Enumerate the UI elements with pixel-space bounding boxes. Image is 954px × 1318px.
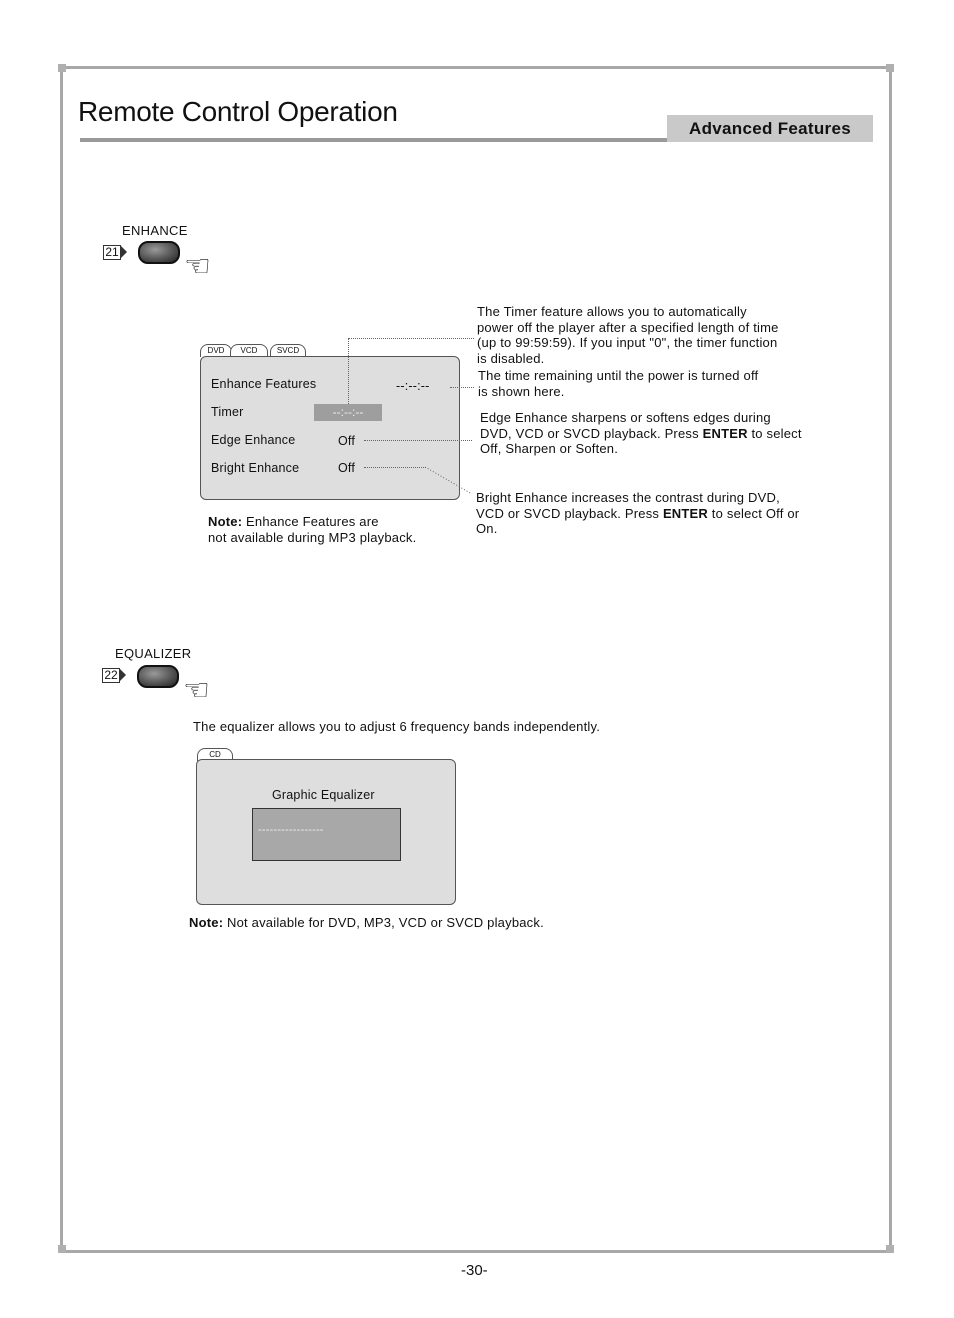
pressing-hand-icon: ☜ [184,250,211,283]
timer-callout-line: is disabled. [477,350,545,366]
frame-right [889,66,892,1253]
osd-time-display: --:--:-- [396,379,430,393]
osd-tab-dvd: DVD [200,344,232,357]
bright-callout [476,490,799,537]
timer-leader-line [348,338,349,404]
equalizer-description: The equalizer allows you to adjust 6 frequency bands independently. [193,719,601,734]
osd-row-bright-label: Bright Enhance [211,461,300,475]
equalizer-note-text: Not available for DVD, MP3, VCD or SVCD playback. [223,915,544,930]
osd-tab-cd: CD [197,748,233,761]
bright-callout-line2: VCD or SVCD playback. Press [476,505,663,521]
bright-callout-line2-end: to select Off or [708,505,800,521]
enhance-note-bold: Note: [208,514,243,529]
page-number: -30- [461,1262,488,1279]
pressing-hand-icon: ☜ [183,674,210,707]
enhance-note [208,514,416,545]
equalizer-note-bold: Note: [189,915,224,930]
page-title: Remote Control Operation [78,96,398,127]
enhance-button-label: ENHANCE [122,223,188,238]
equalizer-button-label: EQUALIZER [115,646,192,661]
enhance-note-line2: not available during MP3 playback. [208,529,417,545]
corner-mark-tr [886,64,894,72]
timer-callout [477,304,779,366]
osd-row-timer-value: --:--:-- [314,404,382,421]
enhance-remote-button [138,241,180,264]
equalizer-band-bar: ----------------- [258,824,324,836]
edge-callout-line2: DVD, VCD or SVCD playback. Press [480,425,703,441]
edge-callout-line2-end: to select [747,425,802,441]
equalizer-button-number: 22 [102,668,120,683]
equalizer-remote-button [137,665,179,688]
edge-callout-line1: Edge Enhance sharpens or softens edges during [480,410,771,425]
frame-top [62,66,892,69]
bright-callout-line3: On. [476,521,498,536]
osd-row-timer-label: Timer [211,405,244,419]
osd-row-bright-value: Off [338,461,356,475]
bright-leader-diagonal [424,466,474,496]
bright-leader-line [364,467,426,468]
edge-callout-line3: Off, Sharpen or Soften. [480,441,619,456]
bright-callout-line1: Bright Enhance increases the contrast during DVD, [476,490,780,505]
enhance-button-number: 21 [103,245,121,260]
edge-callout [480,410,802,457]
edge-leader-line [364,440,472,441]
osd-row-edge-value: Off [338,434,356,448]
osd-title: Enhance Features [211,377,317,391]
corner-mark-br [886,1245,894,1253]
remaining-callout-line: is shown here. [478,383,565,399]
edge-callout-enter: ENTER [702,425,748,441]
timer-leader-line-h [348,338,474,339]
timer-callout-line: power off the player after a specified length of time [477,319,779,335]
osd-tab-vcd: VCD [230,344,268,357]
timer-callout-line: The Timer feature allows you to automatically [477,304,747,319]
osd-tab-svcd: SVCD [270,344,306,357]
remaining-callout [478,368,758,399]
corner-mark-tl [58,64,66,72]
equalizer-note [189,915,544,931]
timer-callout-line: (up to 99:59:59). If you input "0", the timer function [477,335,778,350]
section-badge: Advanced Features [667,115,873,142]
frame-bottom [62,1250,892,1253]
title-underline [80,138,668,142]
osd-row-edge-label: Edge Enhance [211,433,296,447]
equalizer-osd-title: Graphic Equalizer [272,788,375,802]
remaining-callout-line: The time remaining until the power is turned off [478,368,759,383]
remaining-leader-line [450,387,474,388]
pointer-arrow-icon [120,669,126,681]
bright-callout-enter: ENTER [662,505,708,521]
corner-mark-bl [58,1245,66,1253]
pointer-arrow-icon [121,246,127,258]
enhance-note-line1: Enhance Features are [242,514,379,529]
frame-left [60,66,63,1253]
